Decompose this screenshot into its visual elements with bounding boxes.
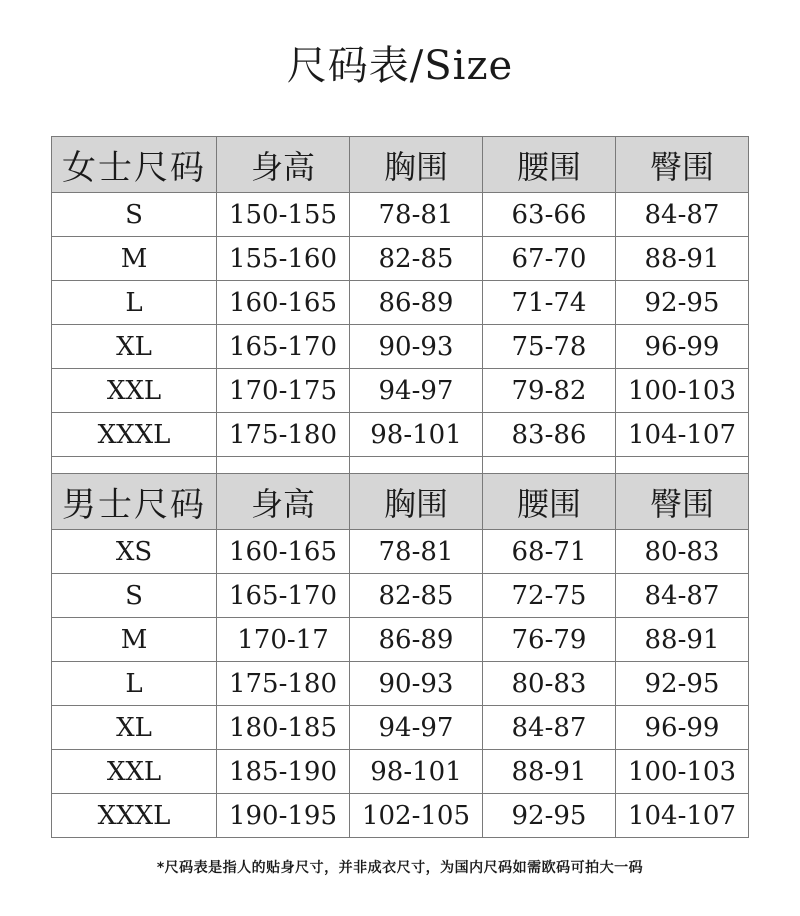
men-cell-height: 180-185 — [217, 706, 350, 750]
women-cell-size: M — [52, 237, 217, 281]
men-cell-bust: 102-105 — [350, 794, 483, 838]
men-cell-bust: 98-101 — [350, 750, 483, 794]
women-cell-height: 170-175 — [217, 369, 350, 413]
women-cell-height: 160-165 — [217, 281, 350, 325]
men-cell-hip: 100-103 — [616, 750, 749, 794]
women-cell-hip: 96-99 — [616, 325, 749, 369]
women-cell-hip: 100-103 — [616, 369, 749, 413]
table-row — [52, 281, 749, 325]
women-cell-hip: 88-91 — [616, 237, 749, 281]
women-header-waist: 腰围 — [483, 137, 616, 193]
divider-cell — [217, 457, 350, 474]
men-cell-size: XXL — [52, 750, 217, 794]
women-cell-bust: 86-89 — [350, 281, 483, 325]
women-cell-bust: 98-101 — [350, 413, 483, 457]
men-header-size: 男士尺码 — [52, 474, 217, 530]
women-header-height: 身高 — [217, 137, 350, 193]
men-cell-hip: 88-91 — [616, 618, 749, 662]
table-row — [52, 662, 749, 706]
men-cell-hip: 96-99 — [616, 706, 749, 750]
table-row — [52, 325, 749, 369]
men-cell-bust: 78-81 — [350, 530, 483, 574]
men-cell-height: 185-190 — [217, 750, 350, 794]
women-header-hip: 臀围 — [616, 137, 749, 193]
women-cell-hip: 104-107 — [616, 413, 749, 457]
table-row — [52, 237, 749, 281]
women-cell-bust: 82-85 — [350, 237, 483, 281]
table-row — [52, 193, 749, 237]
men-cell-height: 170-17 — [217, 618, 350, 662]
men-cell-waist: 92-95 — [483, 794, 616, 838]
size-chart-table — [51, 136, 749, 838]
men-header-row — [52, 474, 749, 530]
women-cell-height: 165-170 — [217, 325, 350, 369]
men-cell-bust: 86-89 — [350, 618, 483, 662]
men-header-bust: 胸围 — [350, 474, 483, 530]
men-cell-height: 190-195 — [217, 794, 350, 838]
men-cell-bust: 82-85 — [350, 574, 483, 618]
table-row — [52, 413, 749, 457]
women-cell-height: 155-160 — [217, 237, 350, 281]
women-cell-bust: 90-93 — [350, 325, 483, 369]
section-divider-row — [52, 457, 749, 474]
table-row — [52, 369, 749, 413]
women-cell-height: 175-180 — [217, 413, 350, 457]
women-cell-waist: 75-78 — [483, 325, 616, 369]
men-cell-size: L — [52, 662, 217, 706]
men-cell-waist: 68-71 — [483, 530, 616, 574]
men-cell-waist: 80-83 — [483, 662, 616, 706]
divider-cell — [616, 457, 749, 474]
men-cell-waist: 72-75 — [483, 574, 616, 618]
men-cell-size: M — [52, 618, 217, 662]
women-cell-bust: 94-97 — [350, 369, 483, 413]
women-cell-hip: 92-95 — [616, 281, 749, 325]
table-row — [52, 530, 749, 574]
men-cell-hip: 92-95 — [616, 662, 749, 706]
men-cell-bust: 90-93 — [350, 662, 483, 706]
women-cell-waist: 63-66 — [483, 193, 616, 237]
men-header-hip: 臀围 — [616, 474, 749, 530]
women-cell-waist: 79-82 — [483, 369, 616, 413]
men-cell-height: 160-165 — [217, 530, 350, 574]
men-cell-size: XL — [52, 706, 217, 750]
women-cell-waist: 67-70 — [483, 237, 616, 281]
men-cell-height: 175-180 — [217, 662, 350, 706]
women-header-bust: 胸围 — [350, 137, 483, 193]
men-cell-hip: 104-107 — [616, 794, 749, 838]
women-cell-size: XL — [52, 325, 217, 369]
women-cell-size: S — [52, 193, 217, 237]
men-header-waist: 腰围 — [483, 474, 616, 530]
men-cell-height: 165-170 — [217, 574, 350, 618]
women-cell-waist: 71-74 — [483, 281, 616, 325]
men-cell-hip: 80-83 — [616, 530, 749, 574]
divider-cell — [52, 457, 217, 474]
men-cell-hip: 84-87 — [616, 574, 749, 618]
women-cell-waist: 83-86 — [483, 413, 616, 457]
women-cell-size: XXXL — [52, 413, 217, 457]
women-header-size: 女士尺码 — [52, 137, 217, 193]
size-chart-body — [52, 137, 749, 838]
footnote: *尺码表是指人的贴身尺寸，并非成衣尺寸，为国内尺码如需欧码可拍大一码 — [156, 860, 644, 876]
women-cell-height: 150-155 — [217, 193, 350, 237]
men-cell-waist: 84-87 — [483, 706, 616, 750]
men-cell-size: XS — [52, 530, 217, 574]
men-cell-waist: 88-91 — [483, 750, 616, 794]
table-row — [52, 706, 749, 750]
women-cell-size: L — [52, 281, 217, 325]
table-row — [52, 750, 749, 794]
page-title: 尺码表/Size — [286, 43, 514, 89]
women-cell-size: XXL — [52, 369, 217, 413]
table-row — [52, 794, 749, 838]
men-cell-size: XXXL — [52, 794, 217, 838]
men-cell-waist: 76-79 — [483, 618, 616, 662]
divider-cell — [483, 457, 616, 474]
women-header-row — [52, 137, 749, 193]
divider-cell — [350, 457, 483, 474]
women-cell-hip: 84-87 — [616, 193, 749, 237]
women-cell-bust: 78-81 — [350, 193, 483, 237]
table-row — [52, 618, 749, 662]
men-cell-size: S — [52, 574, 217, 618]
men-cell-bust: 94-97 — [350, 706, 483, 750]
table-row — [52, 574, 749, 618]
men-header-height: 身高 — [217, 474, 350, 530]
